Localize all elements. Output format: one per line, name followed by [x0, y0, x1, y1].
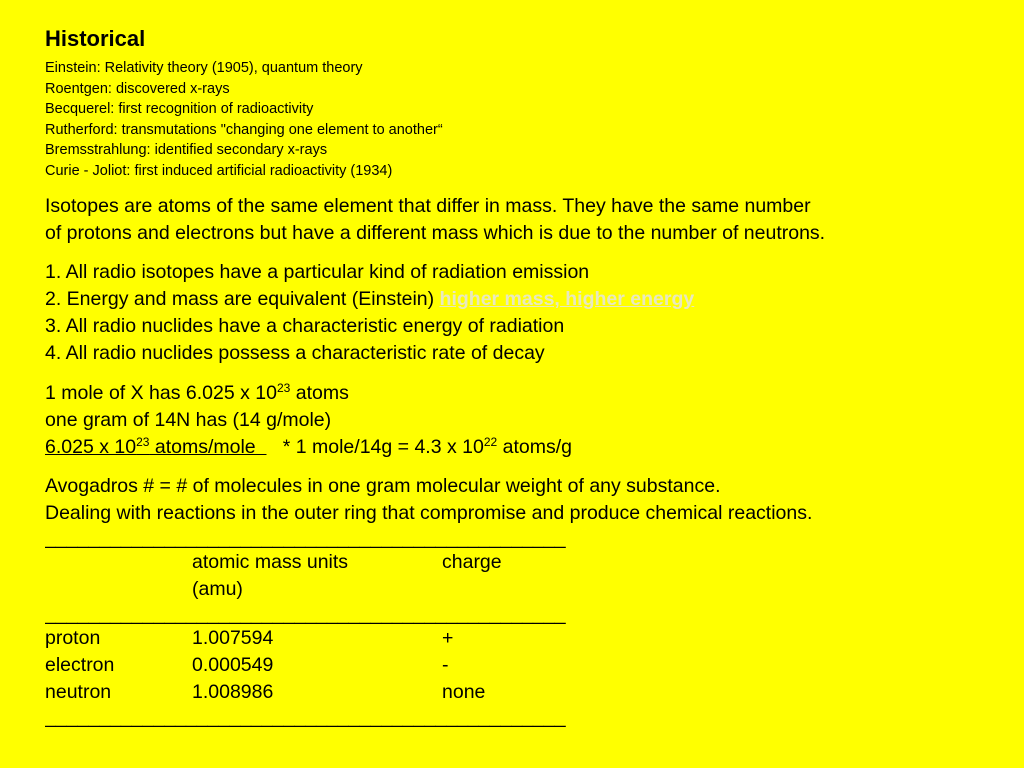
- particle-amu: 1.007594: [192, 627, 274, 649]
- principle-2-text: 2. Energy and mass are equivalent (Einstein): [45, 288, 440, 310]
- table-rule-middle: ________________________________________________: [45, 603, 566, 625]
- avogadro-paragraph: [45, 473, 1005, 527]
- history-item: Rutherford: transmutations "changing one element to another“: [45, 121, 443, 138]
- mole-line-1: [45, 380, 1005, 407]
- isotopes-line-2: of protons and electrons but have a different mass which is due to the number of neutrons.: [45, 222, 826, 244]
- principle-1: 1. All radio isotopes have a particular kind of radiation emission: [45, 261, 590, 283]
- particle-name: proton: [45, 627, 101, 649]
- principle-3: 3. All radio nuclides have a characteristic energy of radiation: [45, 315, 565, 337]
- particle-charge: -: [442, 654, 449, 676]
- particle-charge: +: [442, 627, 454, 649]
- history-item: Becquerel: first recognition of radioactivity: [45, 101, 314, 117]
- exponent: 22: [483, 435, 498, 449]
- isotopes-line-1: Isotopes are atoms of the same element that differ in mass. They have the same number: [45, 195, 811, 217]
- particle-name: electron: [45, 654, 115, 676]
- table-row: [45, 679, 1005, 706]
- mole-line-2: one gram of 14N has (14 g/mole): [45, 409, 332, 431]
- mole-text: atoms/g: [497, 436, 572, 458]
- principle-4: 4. All radio nuclides possess a characteristic rate of decay: [45, 342, 545, 364]
- table-rule-top: ________________________________________________: [45, 527, 566, 549]
- slide-content: [45, 24, 1005, 728]
- mole-text: atoms: [290, 382, 349, 404]
- mole-paragraph: [45, 380, 1005, 461]
- exponent: 23: [136, 435, 150, 449]
- history-item: Roentgen: discovered x-rays: [45, 80, 230, 97]
- mole-fraction: [45, 436, 266, 458]
- particle-amu: 0.000549: [192, 654, 274, 676]
- higher-mass-link[interactable]: higher mass, higher energy: [439, 288, 695, 310]
- mole-text: * 1 mole/14g = 4.3 x 10: [266, 436, 484, 458]
- particle-amu: 1.008986: [192, 681, 274, 703]
- mole-line-3: [45, 434, 1005, 461]
- isotopes-paragraph: [45, 193, 1005, 247]
- history-item: Einstein: Relativity theory (1905), quantum theory: [45, 60, 363, 76]
- column-header-amu-unit: (amu): [192, 578, 243, 600]
- mole-text: 1 mole of X has 6.025 x 10: [45, 382, 277, 404]
- particle-charge: none: [442, 681, 486, 703]
- mole-text: atoms/mole: [149, 436, 267, 458]
- table-header-row-2: [45, 576, 1005, 603]
- principles-list: [45, 259, 1005, 367]
- history-item: Bremsstrahlung: identified secondary x-rays: [45, 142, 328, 158]
- avogadro-line-1: Avogadros # = # of molecules in one gram molecular weight of any substance.: [45, 475, 721, 497]
- mole-text: 6.025 x 10: [45, 436, 137, 458]
- table-row: [45, 625, 1005, 652]
- table-header-row: [45, 549, 1005, 576]
- column-header-amu: atomic mass units: [192, 551, 349, 573]
- table-rule-bottom: ________________________________________________: [45, 706, 566, 728]
- avogadro-line-2: Dealing with reactions in the outer ring that compromise and produce chemical reactions.: [45, 502, 813, 524]
- section-heading: Historical: [45, 26, 146, 51]
- principle-2: [45, 286, 1005, 313]
- column-header-charge: charge: [442, 551, 502, 573]
- exponent: 23: [276, 381, 291, 395]
- history-list: [45, 58, 1005, 181]
- history-item: Curie - Joliot: first induced artificial radioactivity (1934): [45, 162, 393, 179]
- particle-name: neutron: [45, 681, 112, 703]
- particle-table: [45, 527, 1005, 728]
- table-row: [45, 652, 1005, 679]
